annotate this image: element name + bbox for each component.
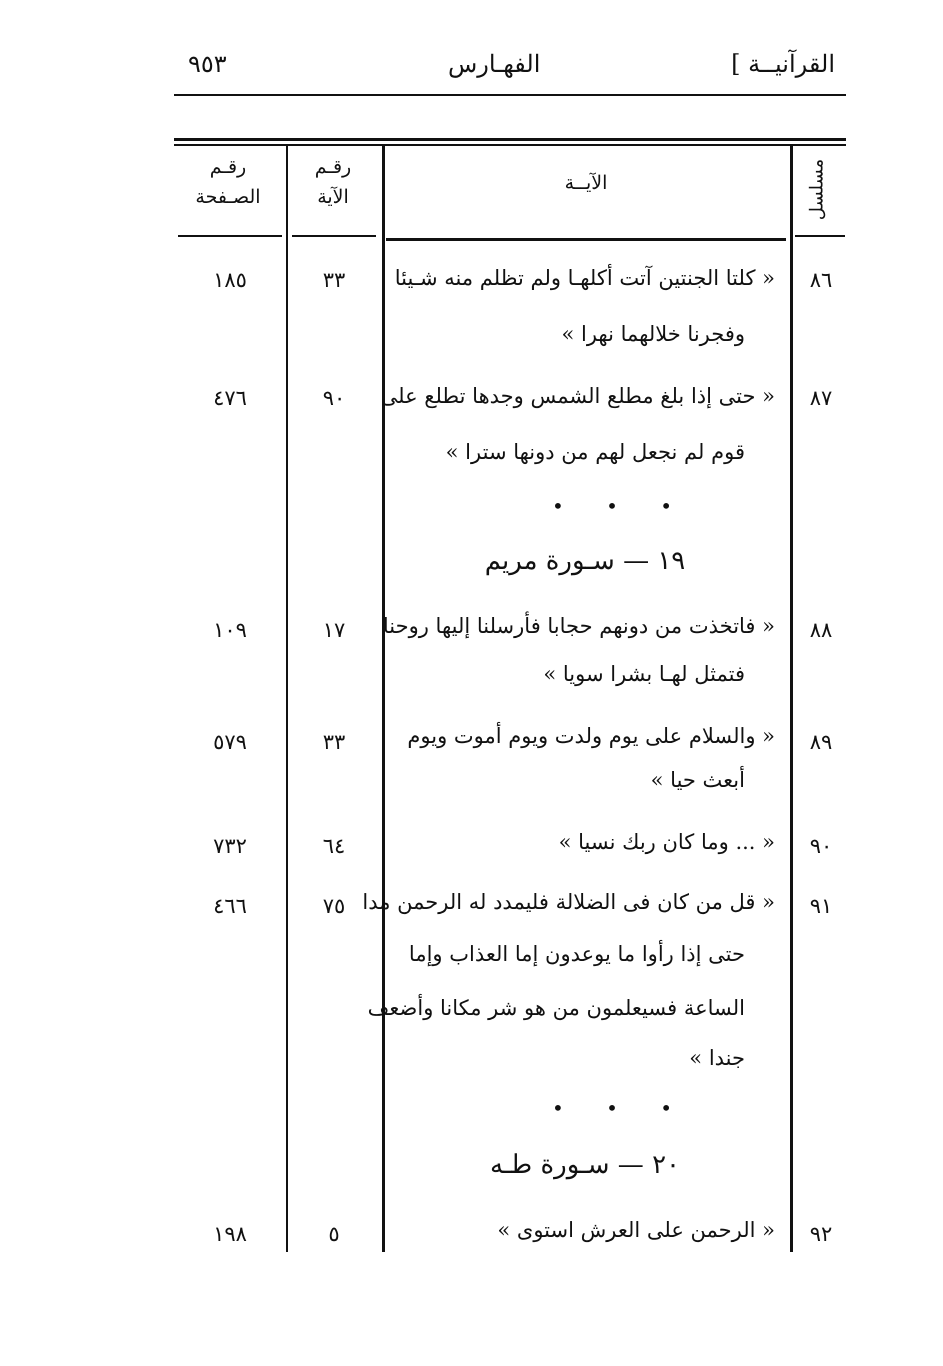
verse-text-line: جندا » (689, 1046, 745, 1070)
serial-cell: ٨٨ (809, 618, 833, 642)
page-number-cell: ١٩٨ (213, 1222, 247, 1246)
verse-text-line: أبعث حيا » (650, 768, 745, 792)
verse-text-line: حتى إذا رأوا ما يوعدون إما العذاب وإما (408, 942, 745, 966)
surah-heading-taha: ٢٠ — سـورة طـه (490, 1150, 680, 1180)
verse-number-cell: ٧٥ (322, 894, 346, 918)
verse-number-cell: ٥ (328, 1222, 340, 1246)
running-section-title: القرآنيــة ] (731, 50, 835, 78)
header-underline-page (178, 235, 282, 237)
header-underline-serial (795, 235, 845, 237)
verse-number-cell: ٩٠ (322, 386, 346, 410)
header-underline-verse (386, 238, 786, 241)
page-number-cell: ٤٦٦ (213, 894, 247, 918)
page-number-cell: ٥٧٩ (213, 730, 247, 754)
serial-cell: ٨٦ (809, 268, 833, 292)
running-title: الفهـارس (448, 50, 541, 78)
verse-text-line: الساعة فسيعلمون من هو شر مكانا وأضعف (367, 996, 745, 1020)
page-number: ٩٥٣ (188, 50, 227, 78)
page-number-cell: ١٨٥ (213, 268, 247, 292)
verse-text-line: « فاتخذت من دونهم حجابا فأرسلنا إليها روحنا (382, 614, 775, 638)
verse-text-line: « والسلام على يوم ولدت ويوم أموت ويوم (407, 724, 775, 748)
verse-text-line: قوم لم نجعل لهم من دونها سترا » (445, 440, 745, 464)
verse-text-line: « الرحمن على العرش استوى » (497, 1218, 775, 1242)
verse-number-cell: ٣٣ (322, 268, 346, 292)
section-separator-dots: • • • (552, 1096, 691, 1120)
header-underline-verse-no (292, 235, 376, 237)
serial-cell: ٩١ (809, 894, 833, 918)
column-header-page-number: رقـم الصـفحة (195, 156, 261, 208)
verse-text-line: « حتى إذا بلغ مطلع الشمس وجدها تطلع على (380, 384, 775, 408)
page-number-cell: ١٠٩ (213, 618, 247, 642)
verse-text-line: فتمثل لهـا بشرا سويا » (543, 662, 745, 686)
serial-cell: ٨٩ (809, 730, 833, 754)
table-top-rule-inner (174, 144, 846, 146)
verse-text-line: « كلتا الجنتين آتت أكلهـا ولم تظلم منه شـيئا (394, 266, 775, 290)
column-header-verse-number: رقـم الآية (314, 156, 352, 208)
verse-text-line: وفجرنا خلالهما نهرا » (561, 322, 745, 346)
page-number-cell: ٧٣٢ (213, 834, 247, 858)
column-rule-2 (382, 146, 385, 1252)
header-rule (174, 94, 846, 96)
column-rule-3 (790, 146, 793, 1252)
column-rule-1 (286, 146, 288, 1252)
section-separator-dots: • • • (552, 494, 691, 518)
serial-cell: ٨٧ (809, 386, 833, 410)
verse-number-cell: ٣٣ (322, 730, 346, 754)
verse-text-line: « قل من كان فى الضلالة فليمدد له الرحمن مدا (362, 890, 775, 914)
surah-heading-maryam: ١٩ — سـورة مريم (484, 546, 686, 576)
column-header-verse: الآيــة (564, 172, 608, 194)
serial-cell: ٩٢ (809, 1222, 833, 1246)
column-header-serial: مسلسل (806, 158, 828, 221)
verse-text-line: « ... وما كان ربك نسيا » (558, 830, 775, 854)
table-top-rule (174, 138, 846, 141)
verse-number-cell: ٦٤ (322, 834, 346, 858)
serial-cell: ٩٠ (809, 834, 833, 858)
page-number-cell: ٤٧٦ (213, 386, 247, 410)
verse-number-cell: ١٧ (322, 618, 346, 642)
